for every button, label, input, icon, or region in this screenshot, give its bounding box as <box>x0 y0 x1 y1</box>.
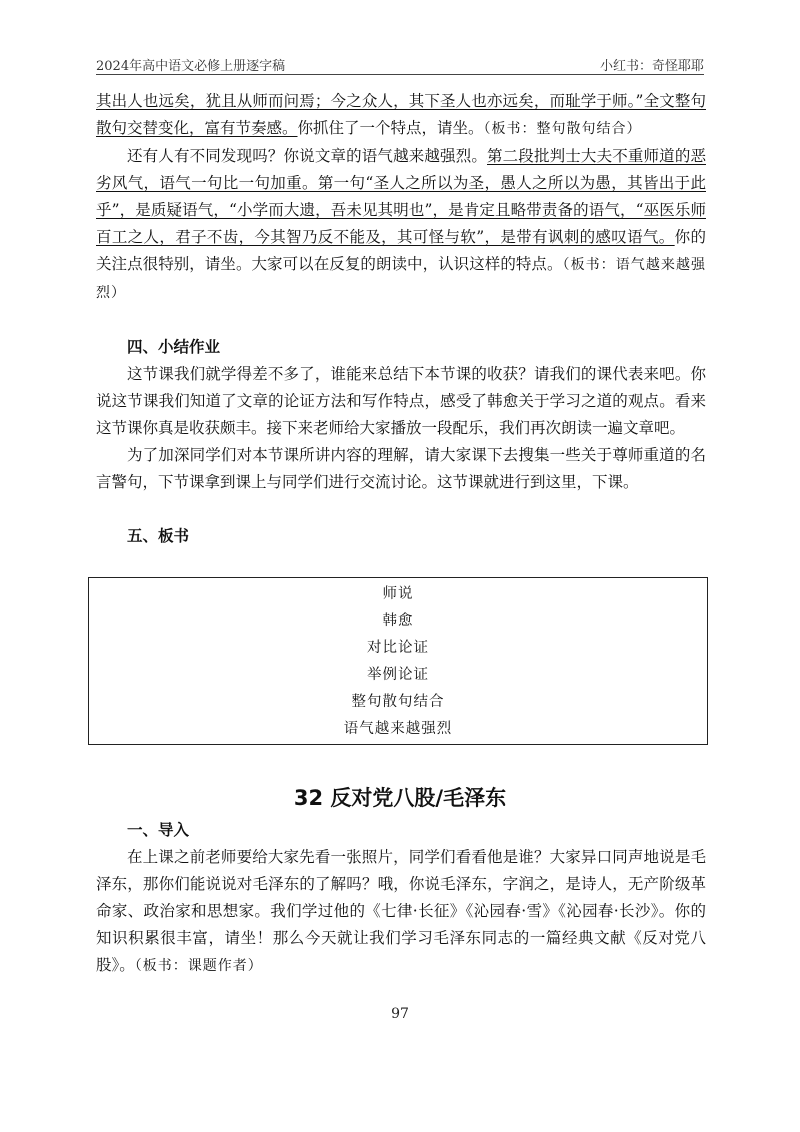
header-author-tag: 小红书：奇怪耶耶 <box>599 59 704 74</box>
paragraph-homework: 为了加深同学们对本节课所讲内容的理解，请大家课下去搜集一些关于尊师重道的名言警句，下节课拿到课上与同学们进行交流讨论。这节课就进行到这里，下课。 <box>96 446 706 491</box>
page-number: 97 <box>391 1006 409 1022</box>
board-line: 对比论证 <box>367 640 429 656</box>
board-note: （板书：整句散句结合） <box>483 121 642 137</box>
lesson-body <box>96 817 706 980</box>
underlined-quote: 其出人也远矣，犹且从师而问焉；今之众人，其下圣人也亦远矣，而耻学于师。”全文整句散句交替变化，富有节奏感。 <box>96 92 706 137</box>
paragraph-tone <box>96 143 706 307</box>
header-book-title: 2024年高中语文必修上册逐字稿 <box>96 59 286 74</box>
paragraph-summary: 这节课我们就学得差不多了，谁能来总结下本节课的收获？请我们的课代表来吧。你说这节课我们知道了文章的论证方法和写作特点，感受了韩愈关于学习之道的观点。看来这节课你真是收获颇丰。接下来老师给大家播放一段配乐，我们再次朗读一遍文章吧。 <box>96 365 706 437</box>
lesson-title: 32 反对党八股/毛泽东 <box>293 786 507 810</box>
intro-text: 在上课之前老师要给大家先看一张照片，同学们看看他是谁？大家异口同声地说是毛泽东，那你们能说说对毛泽东的了解吗？哦，你说毛泽东，字润之，是诗人，无产阶级革命家、政治家和思想家。我们学过他的《七律·长征》《沁园春·雪》《沁园春·长沙》。你的知识积累很丰富，请坐！那么今天就让我们学习毛泽东同志的一篇经典文献《反对党八股》。 <box>96 848 706 974</box>
board-line: 语气越来越强烈 <box>343 721 453 737</box>
underlined-analysis: 第二段批判士大夫不重师道的恶劣风气，语气一句比一句加重。第一句“圣人之所以为圣，愚人之所以为愚，其皆出于此乎”，是质疑语气，“小学而大遗，吾未见其明也”，是肯定且略带责备的语气，“巫医乐师百工之人，君子不齿，今其智乃反不能及，其可怪与软”，是带有讽刺的感叹语气。 <box>96 147 706 246</box>
board-line: 整句散句结合 <box>351 694 445 710</box>
board-line: 举例论证 <box>367 667 429 683</box>
page-header <box>96 52 704 75</box>
teacher-question: 还有人有不同发现吗？你说文章的语气越来越强烈。 <box>127 147 487 165</box>
board-note: （板书：课题作者） <box>134 958 263 974</box>
paragraph-sentence-structure <box>96 88 706 143</box>
blackboard-box <box>88 577 708 745</box>
teacher-remark: 你抓住了一个特点，请坐。 <box>297 119 484 137</box>
board-line: 韩愈 <box>382 613 414 629</box>
board-line: 师说 <box>382 586 414 602</box>
section-heading-summary: 四、小结作业 <box>127 338 221 356</box>
paragraph-intro <box>96 844 706 980</box>
section-heading-intro: 一、导入 <box>127 821 190 839</box>
teacher-remark: 你的关注点很特别，请坐。大家可以在反复的朗读中，认识这样的特点。 <box>96 228 706 273</box>
board-note: （板书：语气越来越强烈） <box>96 257 706 301</box>
section-heading-board: 五、板书 <box>127 527 190 545</box>
page-body <box>96 88 706 550</box>
